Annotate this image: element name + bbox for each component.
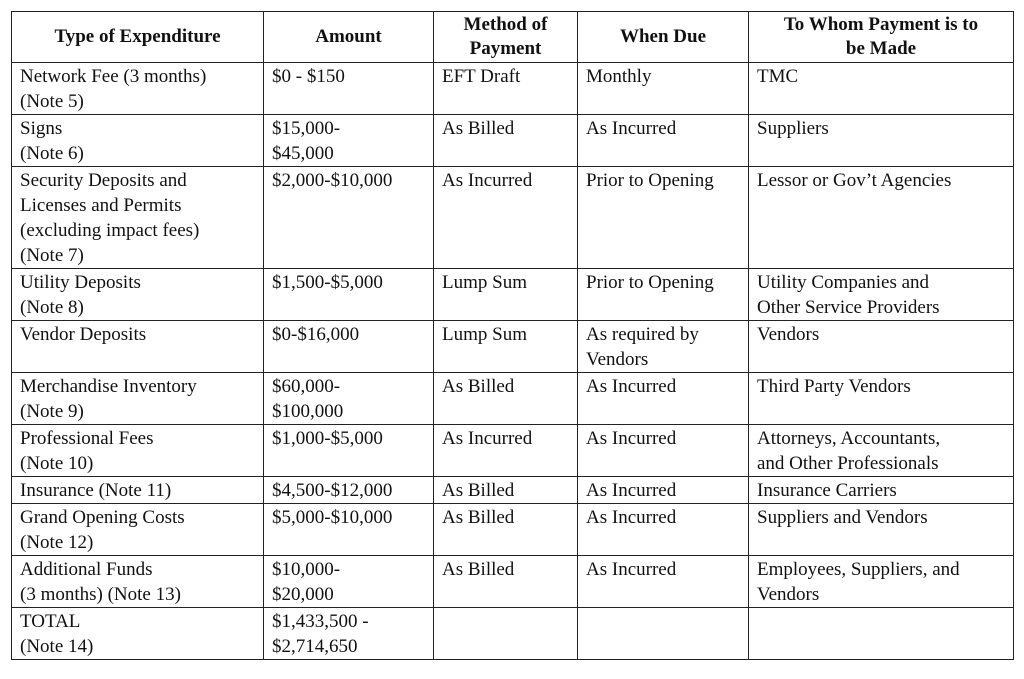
cell-type: Additional Funds (3 months) (Note 13): [12, 556, 264, 608]
cell-due: As Incurred: [578, 115, 749, 167]
cell-due: As Incurred: [578, 504, 749, 556]
table-row: [12, 425, 1014, 477]
header-row: [12, 12, 1014, 63]
cell-payee: Lessor or Gov’t Agencies: [749, 167, 1014, 269]
cell-amount: $2,000-$10,000: [264, 167, 434, 269]
cell-amount: $4,500-$12,000: [264, 477, 434, 504]
expenditure-table: [11, 11, 1014, 660]
table-row: [12, 63, 1014, 115]
cell-payee: Suppliers: [749, 115, 1014, 167]
table-row: [12, 556, 1014, 608]
table-row: [12, 167, 1014, 269]
table-row: [12, 269, 1014, 321]
header-payee: To Whom Payment is to be Made: [749, 12, 1014, 63]
cell-type: Vendor Deposits: [12, 321, 264, 373]
cell-type: Network Fee (3 months) (Note 5): [12, 63, 264, 115]
cell-payee: Attorneys, Accountants, and Other Professionals: [749, 425, 1014, 477]
cell-due: As Incurred: [578, 425, 749, 477]
table-row-total: [12, 608, 1014, 660]
cell-method: Lump Sum: [434, 321, 578, 373]
cell-type: Merchandise Inventory (Note 9): [12, 373, 264, 425]
table-row: [12, 321, 1014, 373]
cell-due: As Incurred: [578, 556, 749, 608]
cell-method: As Billed: [434, 504, 578, 556]
cell-amount: $60,000- $100,000: [264, 373, 434, 425]
header-method-of-payment: Method of Payment: [434, 12, 578, 63]
cell-method: As Billed: [434, 115, 578, 167]
cell-due: As required by Vendors: [578, 321, 749, 373]
cell-payee: TMC: [749, 63, 1014, 115]
cell-type: Grand Opening Costs (Note 12): [12, 504, 264, 556]
cell-amount: $10,000- $20,000: [264, 556, 434, 608]
cell-method: EFT Draft: [434, 63, 578, 115]
cell-payee: Vendors: [749, 321, 1014, 373]
cell-type: Signs (Note 6): [12, 115, 264, 167]
cell-amount: $1,433,500 - $2,714,650: [264, 608, 434, 660]
cell-type: Insurance (Note 11): [12, 477, 264, 504]
cell-method: As Incurred: [434, 425, 578, 477]
table-row: [12, 115, 1014, 167]
table-row: [12, 477, 1014, 504]
header-type-of-expenditure: Type of Expenditure: [12, 12, 264, 63]
table-row: [12, 373, 1014, 425]
cell-method: As Billed: [434, 373, 578, 425]
table-row: [12, 504, 1014, 556]
cell-method: [434, 608, 578, 660]
cell-type: Security Deposits and Licenses and Permits (excluding impact fees) (Note 7): [12, 167, 264, 269]
cell-due: As Incurred: [578, 373, 749, 425]
cell-due: Monthly: [578, 63, 749, 115]
cell-type: Utility Deposits (Note 8): [12, 269, 264, 321]
cell-method: As Billed: [434, 556, 578, 608]
cell-amount: $1,500-$5,000: [264, 269, 434, 321]
cell-payee: Third Party Vendors: [749, 373, 1014, 425]
cell-amount: $1,000-$5,000: [264, 425, 434, 477]
cell-amount: $0-$16,000: [264, 321, 434, 373]
cell-amount: $5,000-$10,000: [264, 504, 434, 556]
cell-payee: Employees, Suppliers, and Vendors: [749, 556, 1014, 608]
cell-due: Prior to Opening: [578, 167, 749, 269]
cell-method: As Billed: [434, 477, 578, 504]
header-when-due: When Due: [578, 12, 749, 63]
cell-method: Lump Sum: [434, 269, 578, 321]
cell-due: [578, 608, 749, 660]
cell-amount: $15,000- $45,000: [264, 115, 434, 167]
cell-payee: Suppliers and Vendors: [749, 504, 1014, 556]
cell-due: As Incurred: [578, 477, 749, 504]
cell-due: Prior to Opening: [578, 269, 749, 321]
cell-type: TOTAL (Note 14): [12, 608, 264, 660]
cell-method: As Incurred: [434, 167, 578, 269]
cell-type: Professional Fees (Note 10): [12, 425, 264, 477]
cell-payee: Utility Companies and Other Service Providers: [749, 269, 1014, 321]
header-amount: Amount: [264, 12, 434, 63]
cell-payee: [749, 608, 1014, 660]
cell-payee: Insurance Carriers: [749, 477, 1014, 504]
cell-amount: $0 - $150: [264, 63, 434, 115]
